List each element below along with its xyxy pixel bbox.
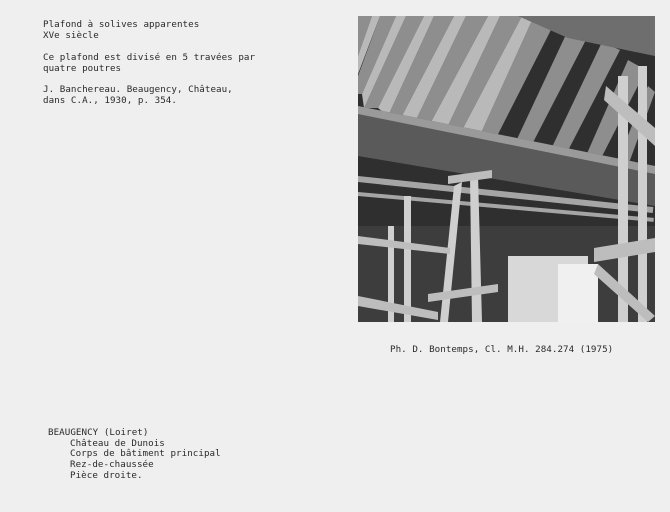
description-line-2: quatre poutres	[43, 63, 122, 74]
ceiling-photograph	[358, 16, 655, 322]
location-section: Corps de bâtiment principal	[70, 448, 221, 459]
record-title: Plafond à solives apparentes	[43, 19, 200, 30]
photo-credit: Ph. D. Bontemps, Cl. M.H. 284.274 (1975)	[390, 344, 614, 355]
reference-line-2: dans C.A., 1930, p. 354.	[43, 95, 177, 106]
description-line-1: Ce plafond est divisé en 5 travées par	[43, 52, 256, 63]
location-floor: Rez-de-chaussée	[70, 459, 154, 470]
reference-line-1: J. Banchereau. Beaugency, Château,	[43, 84, 233, 95]
location-building: Château de Dunois	[70, 438, 165, 449]
location-room: Pièce droite.	[70, 470, 143, 481]
location-town: BEAUGENCY (Loiret)	[48, 427, 149, 438]
record-century: XVe siècle	[43, 30, 99, 41]
